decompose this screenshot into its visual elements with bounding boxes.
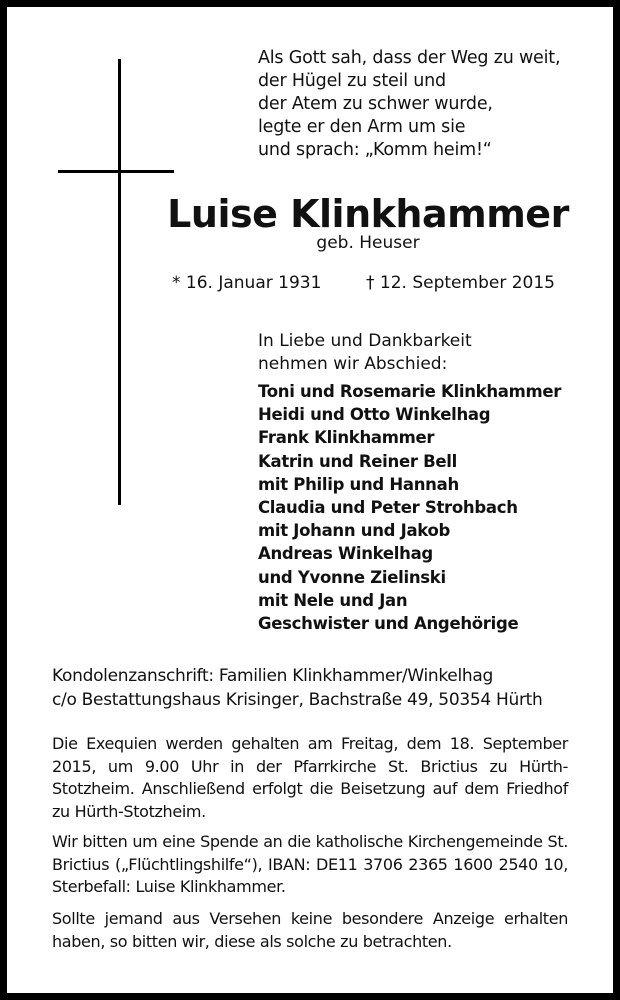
mourner-line: Claudia und Peter Strohbach: [258, 498, 518, 518]
poem-line: und sprach: „Komm heim!“: [258, 140, 492, 160]
farewell-intro: [258, 330, 472, 376]
mourner-line: und Yvonne Zielinski: [258, 567, 446, 587]
condolence-address: [52, 664, 542, 712]
mourner-line: Katrin und Reiner Bell: [258, 451, 457, 471]
maiden-name: geb. Heuser: [316, 233, 420, 253]
mourner-line: mit Johann und Jakob: [258, 521, 451, 541]
mourner-line: Frank Klinkhammer: [258, 428, 435, 448]
poem-line: der Hügel zu steil und: [258, 71, 446, 91]
death-date: † 12. September 2015: [366, 273, 555, 293]
poem-line: der Atem zu schwer wurde,: [258, 94, 493, 114]
mourner-line: mit Philip und Hannah: [258, 474, 459, 494]
funeral-service-info: Die Exequien werden gehalten am Freitag, dem 18. September 2015, um 9.00 Uhr in der Pfarrkirche St. Brictius zu Hürth-Stotzheim. Anschließend erfolgt die Beisetzung auf dem Friedhof zu Hürth-Stotzheim.: [52, 734, 568, 821]
birth-date: * 16. Januar 1931: [172, 273, 322, 293]
deceased-name: Luise Klinkhammer: [167, 192, 569, 236]
notice-disclaimer: Sollte jemand aus Versehen keine besondere Anzeige erhalten haben, so bitten wir, diese als solche zu betrachten.: [52, 909, 568, 951]
poem-line: Als Gott sah, dass der Weg zu weit,: [258, 48, 561, 68]
mourner-line: Heidi und Otto Winkelhag: [258, 405, 491, 425]
poem: [258, 47, 560, 162]
mourner-line: Toni und Rosemarie Klinkhammer: [258, 382, 562, 401]
donation-request: Wir bitten um eine Spende an die katholische Kirchengemeinde St. Brictius („Flüchtlingshilfe“), IBAN: DE11 3706 2365 1600 2540 10, Sterbefall: Luise Klinkhammer.: [52, 832, 568, 896]
mourner-line: Andreas Winkelhag: [258, 544, 433, 564]
intro-line: nehmen wir Abschied:: [258, 354, 448, 374]
mourner-line: mit Nele und Jan: [258, 590, 408, 610]
mourner-line: Geschwister und Angehörige: [258, 614, 519, 634]
address-line: c/o Bestattungshaus Krisinger, Bachstraße 49, 50354 Hürth: [52, 690, 543, 710]
cross-icon-horizontal: [58, 170, 174, 173]
intro-line: In Liebe und Dankbarkeit: [258, 331, 472, 351]
cross-icon-vertical: [118, 59, 121, 505]
mourners-list: [258, 380, 561, 635]
address-line: Kondolenzanschrift: Familien Klinkhammer/Winkelhag: [52, 666, 493, 686]
poem-line: legte er den Arm um sie: [258, 117, 466, 137]
